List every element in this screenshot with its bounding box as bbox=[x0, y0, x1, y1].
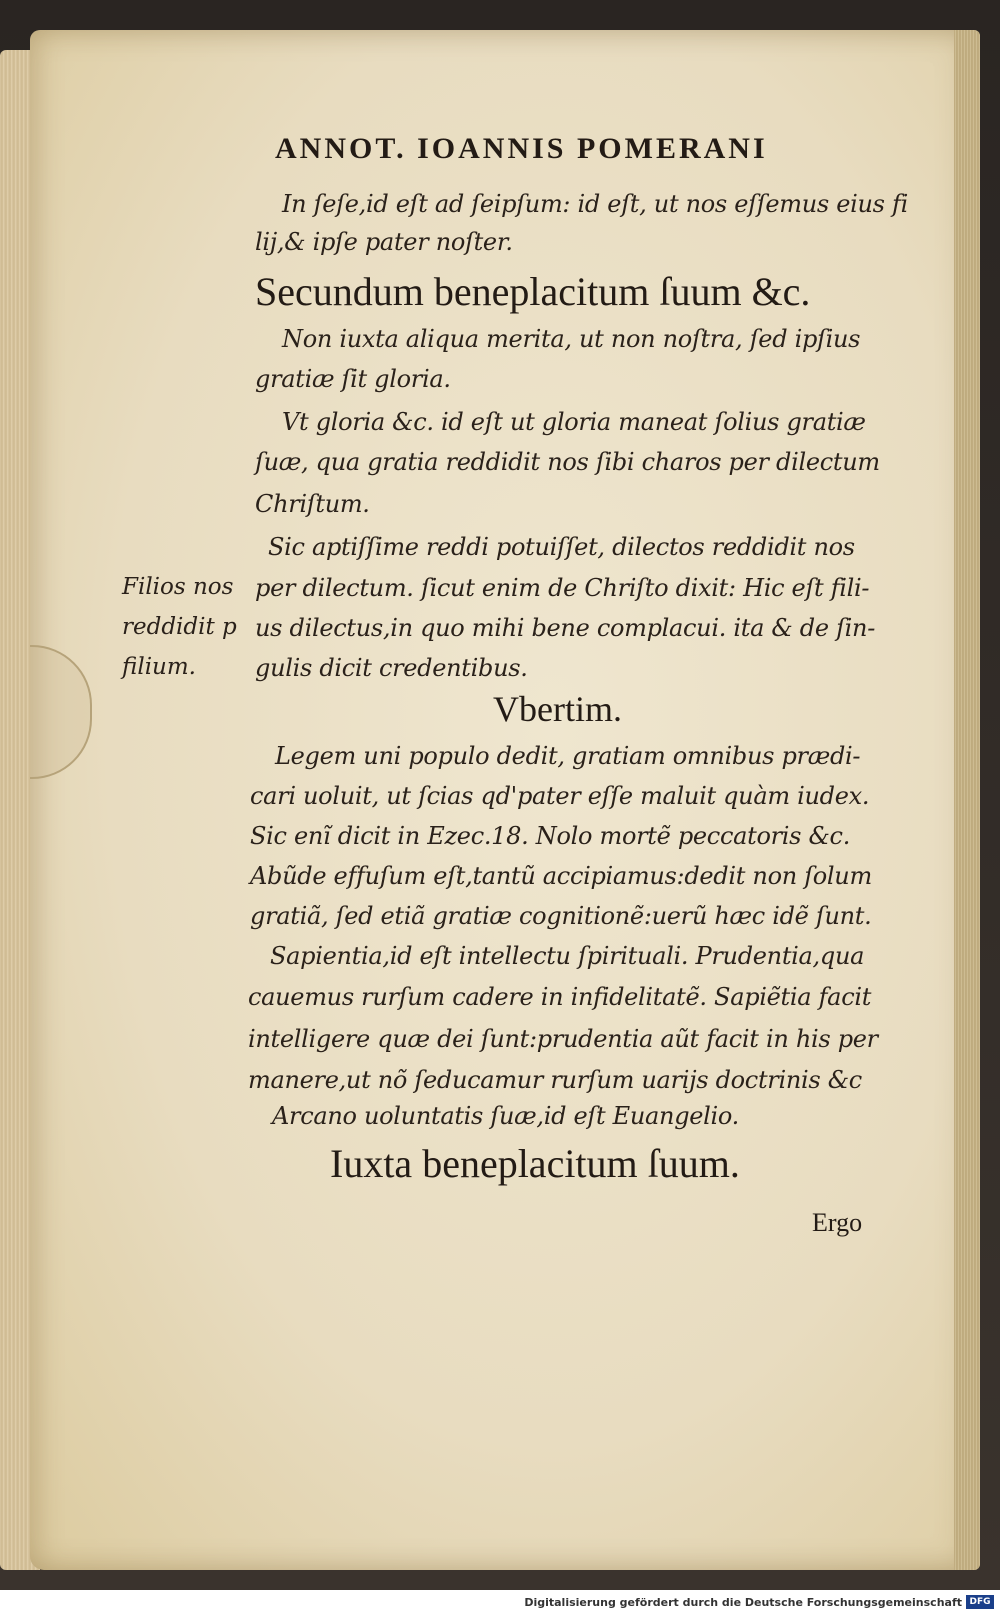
body-line: gulis dicit credentibus. bbox=[255, 654, 528, 682]
body-line: Vt gloria &c. id eſt ut gloria maneat ſolius gratiæ bbox=[282, 408, 866, 436]
body-line: Abũde effuſum eſt,tantũ accipiamus:dedit non ſolum bbox=[250, 862, 872, 890]
dfg-logo: DFG bbox=[966, 1595, 994, 1609]
marginal-note-line: Filios nos bbox=[122, 574, 234, 600]
body-line: per dilectum. ſicut enim de Chriſto dixit: Hic eſt fili- bbox=[255, 574, 870, 602]
body-line: gratiæ ſit gloria. bbox=[255, 365, 451, 393]
marginal-note-line: reddidit p bbox=[122, 614, 237, 640]
heading-vbertim: Vbertim. bbox=[493, 689, 622, 729]
body-line: Sic enĩ dicit in Ezec.18. Nolo mortẽ peccatoris &c. bbox=[250, 822, 851, 850]
body-line: cauemus rurſum cadere in infidelitatẽ. Sapiẽtia facit bbox=[248, 983, 872, 1011]
body-line: Sic aptiſſime reddi potuiſſet, dilectos reddidit nos bbox=[268, 533, 855, 561]
body-line: Chriſtum. bbox=[255, 490, 370, 518]
footer-bar bbox=[0, 1592, 1000, 1617]
heading-secundum: Secundum beneplacitum ſuum &c. bbox=[255, 269, 811, 314]
body-line: Arcano uoluntatis ſuæ,id eſt Euangelio. bbox=[272, 1102, 739, 1130]
catchword: Ergo bbox=[812, 1208, 863, 1237]
body-line: intelligere quæ dei ſunt:prudentia aũt facit in his per bbox=[248, 1025, 878, 1053]
marginal-note-line: filium. bbox=[122, 654, 196, 680]
body-line: Legem uni populo dedit, gratiam omnibus prædi- bbox=[275, 742, 861, 770]
body-line: ſuæ, qua gratia reddidit nos ſibi charos per dilectum bbox=[255, 448, 880, 476]
footer-credit: Digitalisierung gefördert durch die Deutsche Forschungsgemeinschaft bbox=[524, 1596, 962, 1609]
body-line: cari uoluit, ut ſcias qd'pater eſſe maluit quàm iudex. bbox=[250, 782, 870, 810]
body-line: us dilectus,in quo mihi bene complacui. ita & de ſin- bbox=[255, 614, 876, 642]
body-line: Non iuxta aliqua merita, ut non noſtra, ſed ipſius bbox=[282, 325, 861, 353]
running-title: ANNOT. IOANNIS POMERANI bbox=[275, 132, 768, 165]
body-line: gratiã, ſed etiã gratiæ cognitionẽ:uerũ hæc idẽ ſunt. bbox=[250, 902, 872, 930]
body-line: Sapientia,id eſt intellectu ſpirituali. Prudentia,qua bbox=[270, 942, 865, 970]
page-edge bbox=[954, 30, 980, 1570]
body-line: lij,& ipſe pater noſter. bbox=[255, 228, 513, 256]
body-line: In ſeſe,id eſt ad ſeipſum: id eſt, ut nos eſſemus eius fi bbox=[282, 190, 908, 218]
body-line: manere,ut nõ ſeducamur rurſum uarijs doctrinis &c bbox=[248, 1066, 862, 1094]
heading-iuxta: Iuxta beneplacitum ſuum. bbox=[330, 1141, 740, 1186]
